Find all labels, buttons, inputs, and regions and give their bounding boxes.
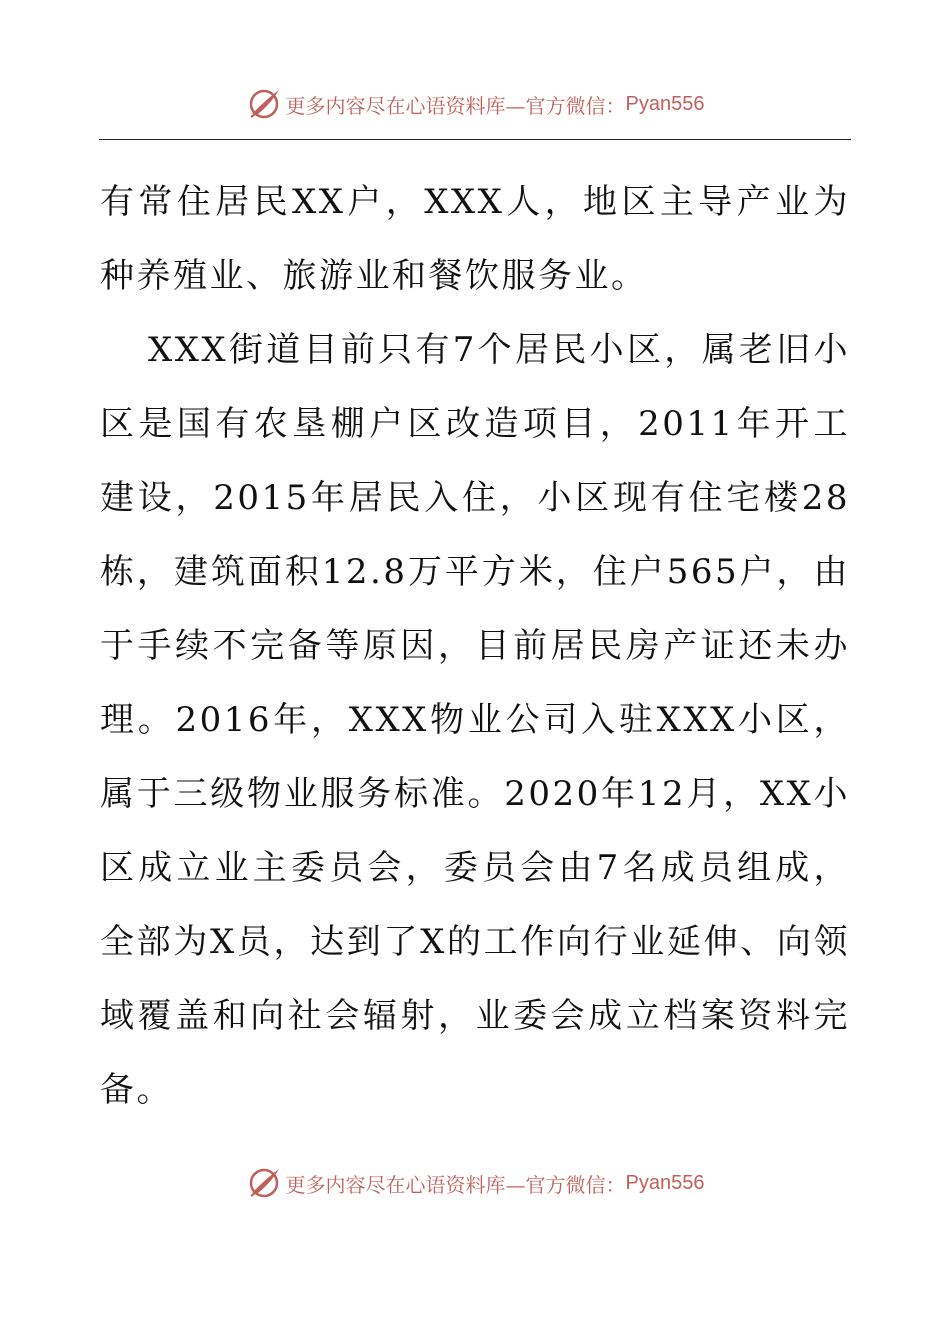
footer-banner: [0, 1163, 950, 1203]
footer-banner-text: 更多内容尽在心语资料库—官方微信：: [285, 1172, 626, 1197]
document-body: [100, 165, 850, 1127]
header-wechat-id: Pyan556: [625, 92, 705, 115]
quill-pen-logo-icon: [246, 1165, 282, 1201]
header-banner-text: 更多内容尽在心语资料库—官方微信：: [285, 93, 626, 118]
quill-pen-logo-icon: [246, 86, 282, 122]
header-divider: [99, 139, 851, 140]
footer-wechat-id: Pyan556: [625, 1171, 705, 1194]
paragraph-1: 有常住居民XX户，XXX人，地区主导产业为种养殖业、旅游业和餐饮服务业。: [100, 182, 850, 296]
header-banner: [0, 84, 950, 124]
paragraph-2: XXX街道目前只有7个居民小区，属老旧小区是国有农垦棚户区改造项目，2011年开工建设，2015年居民入住，小区现有住宅楼28栋，建筑面积12.8万平方米，住户565户，由于手续不完备等原因，目前居民房产证还未办理。2016年，XXX物业公司入驻XXX小区，属于三级物业服务标准。2020年12月，XX小区成立业主委员会，委员会由7名成员组成，全部为X员，达到了X的工作向行业延伸、向领域覆盖和向社会辐射，业委会成立档案资料完备。: [100, 330, 850, 1110]
